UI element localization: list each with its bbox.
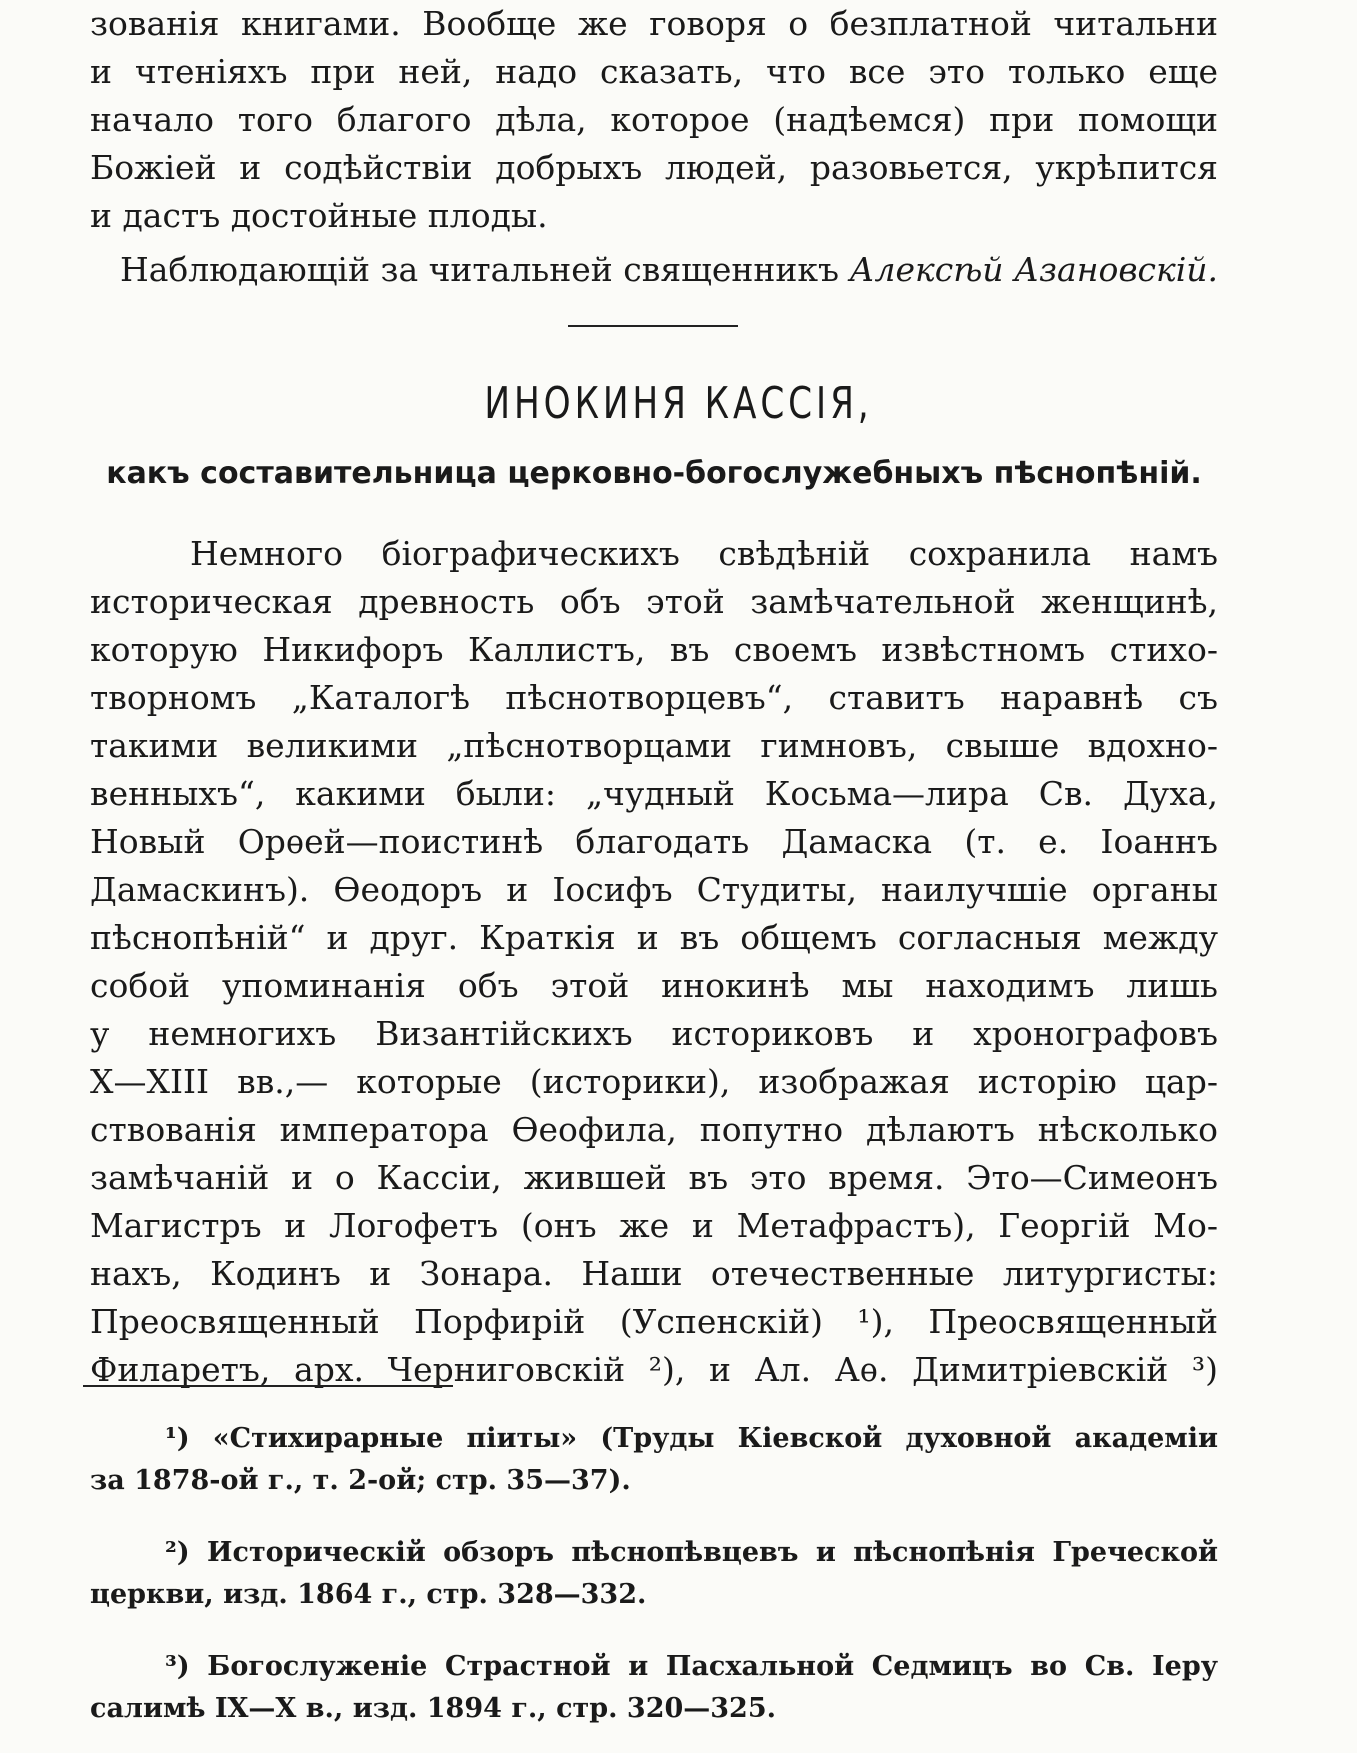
footnotes	[90, 1418, 1218, 1730]
text-line: зованія книгами. Вообще же говоря о безплатной читальни	[90, 4, 1218, 43]
intro-paragraph	[90, 0, 1218, 240]
text-line: нахъ, Кодинъ и Зонара. Наши отечественные литургисты:	[90, 1254, 1218, 1293]
text-line: и чтеніяхъ при ней, надо сказать, что все это только еще	[90, 52, 1218, 91]
signature-name: Алексѣй Азановскій.	[849, 250, 1219, 289]
text-line: начало того благого дѣла, которое (надѣемся) при помощи	[90, 100, 1218, 139]
signature-prefix: Наблюдающій за читальней священникъ	[119, 250, 850, 289]
text-line: Филаретъ, арх. Черниговскій ²), и Ал. Аѳ. Димитріевскій ³)	[90, 1350, 1218, 1389]
text-line: Новый Орѳей—поистинѣ благодать Дамаска (т. е. Іоаннъ	[90, 822, 1218, 861]
footnote-line: за 1878-ой г., т. 2-ой; стр. 35—37).	[90, 1465, 631, 1496]
text-line: собой упоминанія объ этой инокинѣ мы находимъ лишь	[90, 966, 1218, 1005]
text-line: и дастъ достойные плоды.	[90, 196, 548, 235]
footnote-divider	[83, 1385, 453, 1387]
section-divider	[568, 325, 738, 327]
text-line: венныхъ“, какими были: „чудный Косьма—лира Св. Духа,	[90, 774, 1218, 813]
footnote-line: ³) Богослуженіе Страстной и Пасхальной Седмицъ во Св. Іеру	[165, 1651, 1218, 1682]
footnote-line: салимѣ IX—X в., изд. 1894 г., стр. 320—325.	[90, 1693, 777, 1724]
footnote-line: ²) Историческій обзоръ пѣснопѣвцевъ и пѣснопѣнія Греческой	[165, 1537, 1218, 1568]
text-line: Преосвященный Порфирій (Успенскій) ¹), Преосвященный	[90, 1302, 1218, 1341]
text-line: Магистръ и Логофетъ (онъ же и Метафрастъ), Георгій Мо-	[90, 1206, 1218, 1245]
signature-line	[105, 246, 1233, 294]
text-line: замѣчаній и о Кассіи, жившей въ это время. Это—Симеонъ	[90, 1158, 1218, 1197]
text-line: которую Никифоръ Каллистъ, въ своемъ извѣстномъ стихо-	[90, 630, 1218, 669]
article-subtitle: какъ составительница церковно-богослужебныхъ пѣснопѣній.	[106, 456, 1202, 491]
text-line: Немного біографическихъ свѣдѣній сохранила намъ	[190, 534, 1218, 573]
text-line: у немногихъ Византійскихъ историковъ и хронографовъ	[90, 1014, 1218, 1053]
text-line: творномъ „Каталогѣ пѣснотворцевъ“, ставитъ наравнѣ съ	[90, 678, 1218, 717]
text-line: пѣснопѣній“ и друг. Краткія и въ общемъ согласныя между	[90, 918, 1218, 957]
text-line: историческая древность объ этой замѣчательной женщинѣ,	[90, 582, 1218, 621]
article-title: ИНОКИНЯ КАССІЯ,	[484, 378, 873, 429]
text-line: X—XIII вв.,— которые (историки), изображая исторію цар-	[90, 1062, 1218, 1101]
footnote-line: церкви, изд. 1864 г., стр. 328—332.	[90, 1579, 647, 1610]
footnote-line: ¹) «Стихирарные піиты» (Труды Кіевской духовной академіи	[165, 1423, 1218, 1454]
text-line: такими великими „пѣснотворцами гимновъ, свыше вдохно-	[90, 726, 1218, 765]
text-line: Дамаскинъ). Ѳеодоръ и Іосифъ Студиты, наилучшіе органы	[90, 870, 1218, 909]
text-line: ствованія императора Ѳеофила, попутно дѣлаютъ нѣсколько	[90, 1110, 1218, 1149]
article-body	[90, 530, 1218, 1394]
text-line: Божіей и содѣйствіи добрыхъ людей, разовьется, укрѣпится	[90, 148, 1218, 187]
